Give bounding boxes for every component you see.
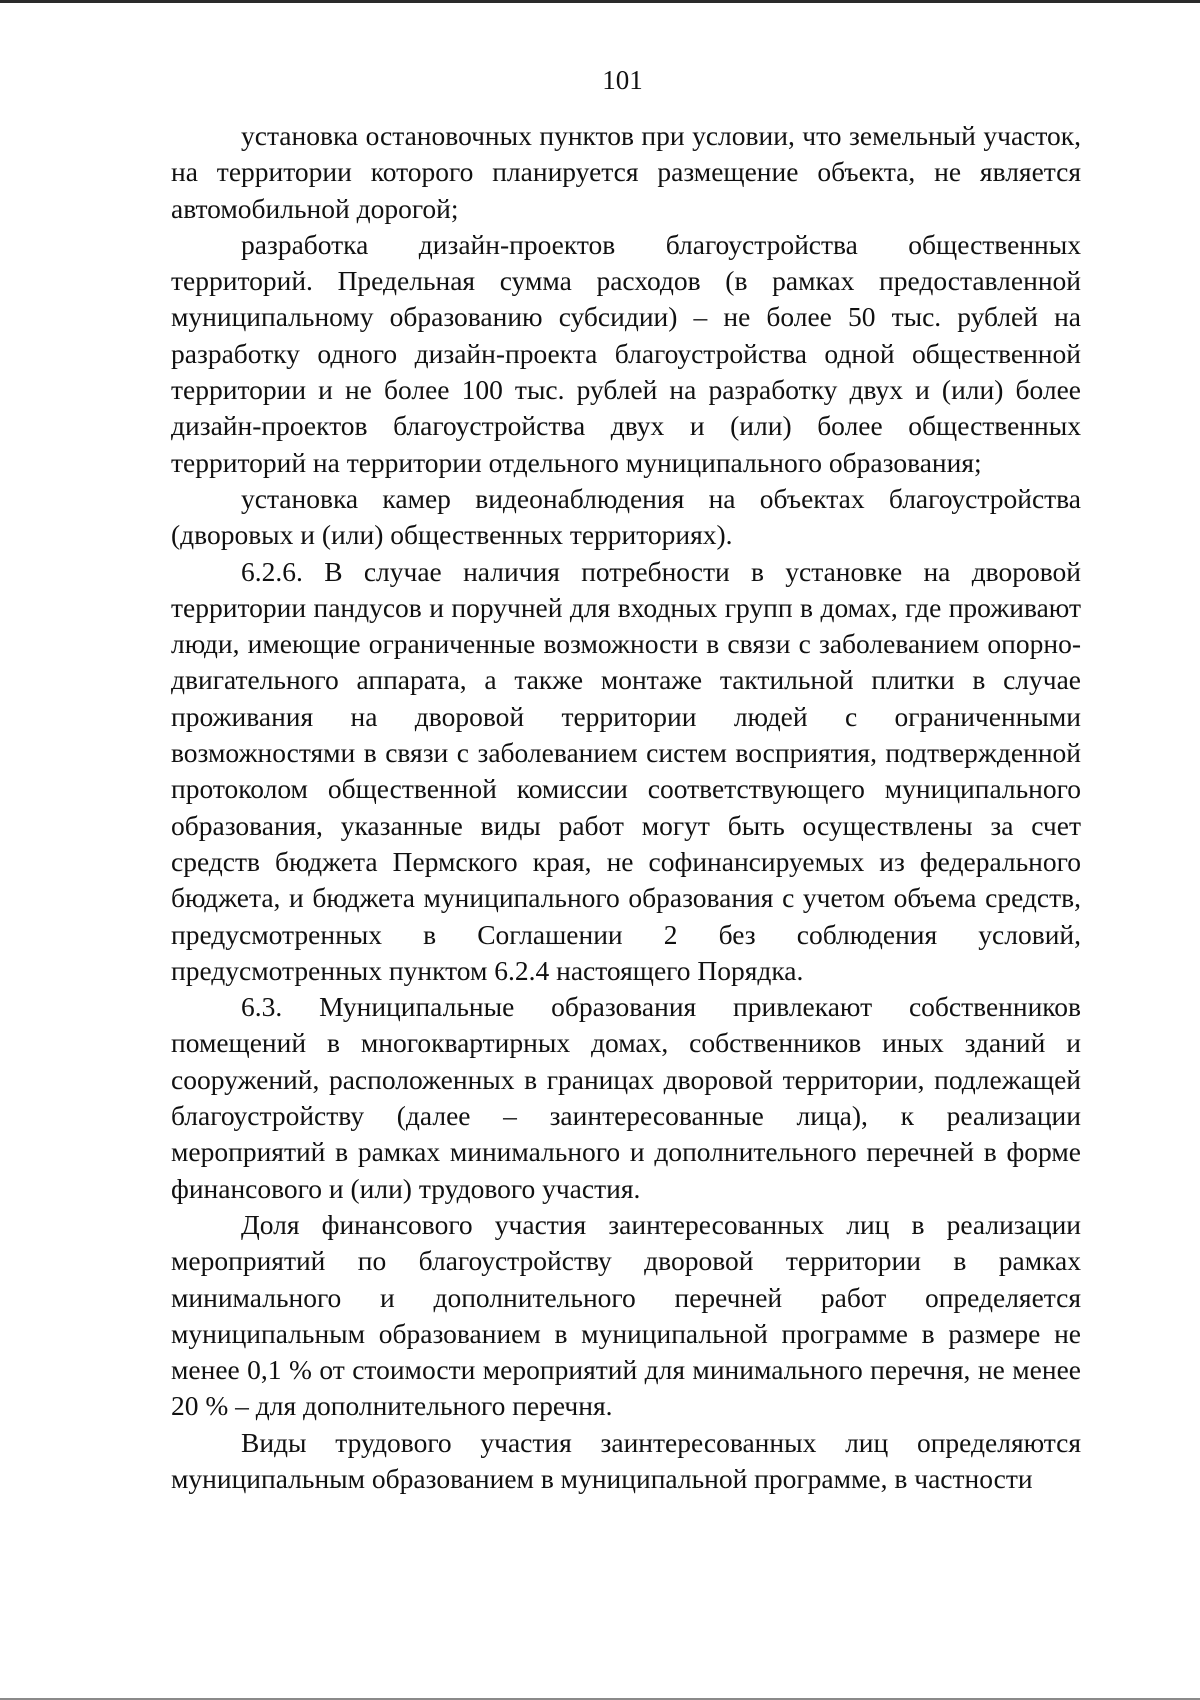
paragraph-cameras: установка камер видеонаблюдения на объектах благоустройства (дворовых и (или) общественных территориях). [171, 482, 1081, 551]
document-body [171, 118, 1081, 1497]
paragraph-design-projects: разработка дизайн-проектов благоустройства общественных территорий. Предельная сумма расходов (в рамках предоставленной муниципальному образованию субсидии) – не более 50 тыс. рублей на разработку одного дизайн-проекта благоустройства одной общественной территории и не более 100 тыс. рублей на разработку двух и (или) более дизайн-проектов благоустройства двух и (или) более общественных территорий на территории отдельного муниципального образования; [171, 228, 1081, 478]
paragraph-6-3: 6.3. Муниципальные образования привлекают собственников помещений в многоквартирных домах, собственников иных зданий и сооружений, расположенных в границах дворовой территории, подлежащей благоустройству (далее – заинтересованные лица), к реализации мероприятий в рамках минимального и дополнительного перечней в форме финансового и (или) трудового участия. [171, 991, 1081, 1204]
paragraph-labor-participation: Виды трудового участия заинтересованных лиц определяются муниципальным образованием в муниципальной программе, в частности [171, 1426, 1081, 1494]
paragraph-6-2-6: 6.2.6. В случае наличия потребности в установке на дворовой территории пандусов и поручней для входных групп в домах, где проживают люди, имеющие ограниченные возможности в связи с заболеванием опорно-двигательного аппарата, а также монтаже тактильной плитки в случае проживания на дворовой территории людей с ограниченными возможностями в связи с заболеванием систем восприятия, подтвержденной протоколом общественной комиссии соответствующего муниципального образования, указанные виды работ могут быть осуществлены за счет средств бюджета Пермского края, не софинансируемых из федерального бюджета, и бюджета муниципального образования с учетом объема средств, предусмотренных в Соглашении 2 без соблюдения условий, предусмотренных пунктом 6.2.4 настоящего Порядка. [171, 555, 1081, 986]
paragraph-financial-share: Доля финансового участия заинтересованных лиц в реализации мероприятий по благоустройству дворовой территории в рамках минимального и дополнительного перечней работ определяется муниципальным образованием в муниципальной программе в размере не менее 0,1 % от стоимости мероприятий для минимального перечня, не менее 20 % – для дополнительного перечня. [171, 1208, 1081, 1422]
page-number: 101 [602, 65, 643, 95]
paragraph-bus-stops: установка остановочных пунктов при условии, что земельный участок, на территории которого планируется размещение объекта, не является автомобильной дорогой; [171, 120, 1081, 224]
scan-top-edge [0, 0, 1200, 3]
